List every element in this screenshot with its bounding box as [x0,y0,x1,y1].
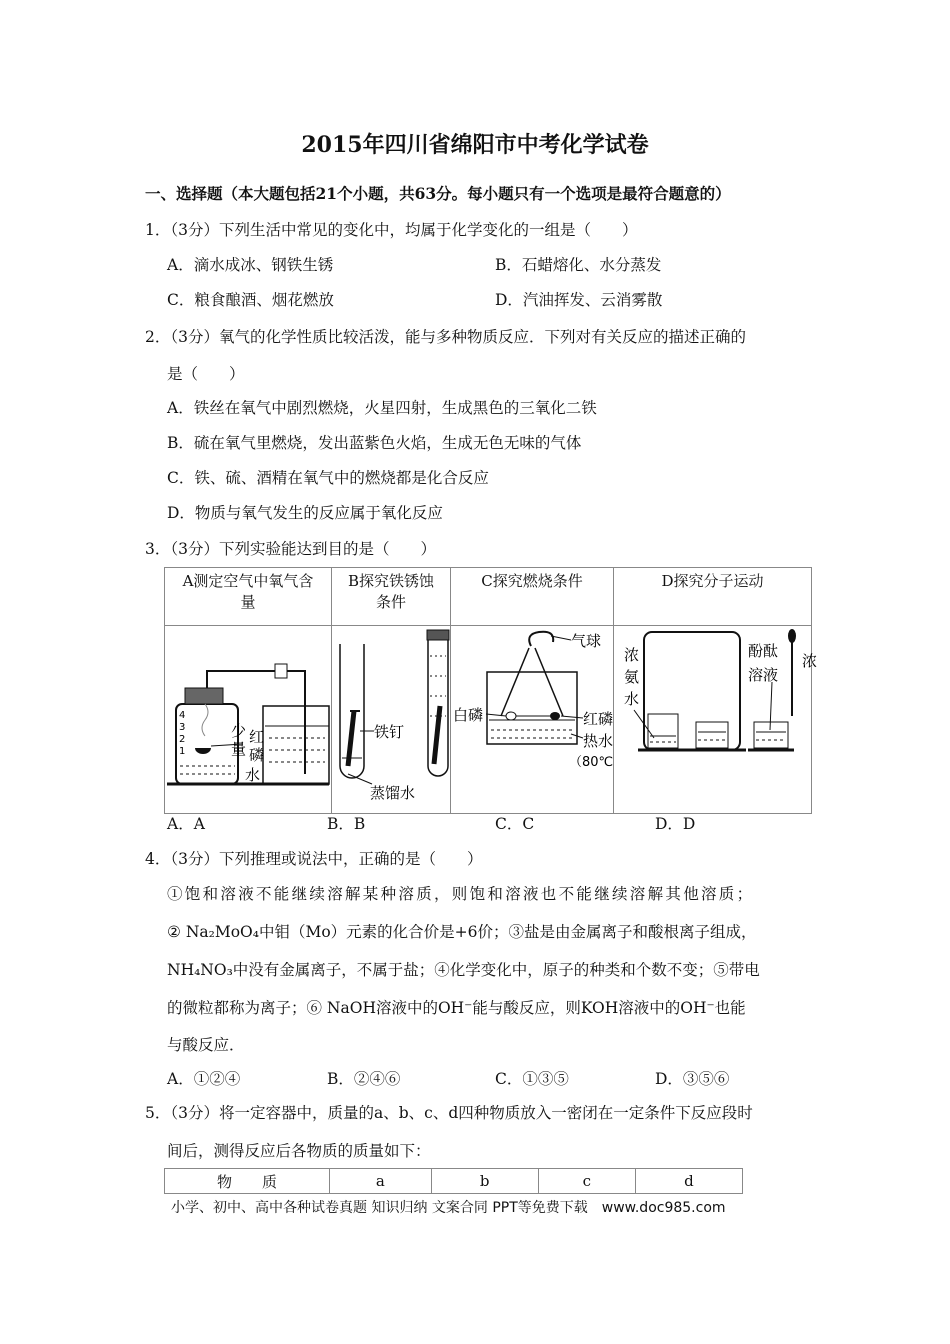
q4-line5: 与酸反应． [167,1036,245,1054]
svg-text:3: 3 [179,722,186,733]
q5-stem-line2: 间后，测得反应后各物质的质量如下： [167,1142,431,1160]
section-heading: 一、选择题（本大题包括21个小题，共63分。每小题只有一个选项是最符合题意的） [145,184,731,203]
label-conc-1: 浓 [624,646,640,664]
label-white-phosphorus: 白磷 [453,706,484,724]
exp-figure-b [332,626,451,814]
q4-stem: 4．（3分）下列推理或说法中，正确的是（ ） [145,850,483,868]
label-conc-2: 氨 [624,668,640,686]
label-phosphorus: 磷 [249,746,265,764]
q3-option-d: D．D [655,815,696,833]
q4-option-d: D．③⑤⑥ [655,1070,730,1088]
mass-header-substance: 物 质 [165,1169,330,1194]
q3-option-c: C．C [495,815,535,833]
q4-line2: ② Na₂MoO₄中钼（Mo）元素的化合价是+6价；③盐是由金属离子和酸根离子组成， [167,923,757,941]
q1-option-c: C．粮食酿酒、烟花燃放 [167,291,334,309]
q1-option-b: B．石蜡熔化、水分蒸发 [495,256,662,274]
svg-text:1: 1 [179,746,186,757]
exp-header-a: A测定空气中氧气含 量 [165,568,332,626]
exp-header-b: B探究铁锈蚀 条件 [332,568,451,626]
q1-option-d: D．汽油挥发、云消雾散 [495,291,663,309]
q2-option-c: C．铁、硫、酒精在氧气中的燃烧都是化合反应 [167,469,489,487]
mass-header-a: a [330,1169,432,1194]
q4-line1: ①饱和溶液不能继续溶解某种溶质，则饱和溶液也不能继续溶解其他溶质； [167,885,755,903]
label-conc-3: 水 [624,690,640,708]
q4-line4: 的微粒都称为离子；⑥ NaOH溶液中的OH⁻能与酸反应，则KOH溶液中的OH⁻也能 [167,999,746,1017]
q2-stem-line2: 是（ ） [167,365,245,383]
q1-stem: 1．（3分）下列生活中常见的变化中，均属于化学变化的一组是（ ） [145,221,638,239]
q2-option-a: A．铁丝在氧气中剧烈燃烧，火星四射，生成黑色的三氧化二铁 [167,399,597,417]
label-balloon: 气球 [571,632,602,650]
mass-header-b: b [431,1169,538,1194]
q2-option-b: B．硫在氧气里燃烧，发出蓝紫色火焰，生成无色无味的气体 [167,434,582,452]
label-nail: 铁钉 [374,723,405,741]
exp-figure-a [165,626,332,814]
label-phenolphthalein: 酚酞 [748,642,779,660]
q3-stem: 3．（3分）下列实验能达到目的是（ ） [145,540,436,558]
q3-option-a: A．A [167,815,205,833]
mass-table-header-row [165,1169,743,1194]
footer-banner: 小学、初中、高中各种试卷真题 知识归纳 文案合同 PPT等免费下载 www.doc985.com [171,1200,726,1216]
svg-text:4: 4 [179,710,186,721]
label-amount: 量 [231,740,247,758]
q4-option-a: A．①②④ [167,1070,241,1088]
q4-option-c: C．①③⑤ [495,1070,569,1088]
label-solution: 溶液 [748,666,779,684]
experiment-table [164,567,818,814]
label-water: 水 [245,766,261,784]
label-hot-water: 热水 [583,732,614,750]
q4-option-b: B．②④⑥ [327,1070,401,1088]
q2-option-d: D．物质与氧气发生的反应属于氧化反应 [167,504,443,522]
label-distilled-water: 蒸馏水 [370,784,416,802]
exp-figure-c [451,626,614,814]
mass-header-d: d [635,1169,742,1194]
q4-line3: NH₄NO₃中没有金属离子，不属于盐；④化学变化中，原子的种类和个数不变；⑤带电 [167,961,760,979]
q1-option-a: A．滴水成冰、钢铁生锈 [167,256,334,274]
page-title: 2015年四川省绵阳市中考化学试卷 [301,132,649,158]
label-cut-off: 浓 [802,652,818,670]
exp-header-c: C探究燃烧条件 [451,568,614,626]
exp-header-d: D探究分子运动 [614,568,812,626]
label-red-phosphorus: 红磷 [583,710,614,728]
label-temperature: （80℃ [569,755,614,770]
label-less: 少 [231,722,247,740]
mass-table [164,1168,743,1194]
q3-option-b: B．B [327,815,366,833]
q2-stem-line1: 2．（3分）氧气的化学性质比较活泼，能与多种物质反应．下列对有关反应的描述正确的 [145,328,746,346]
svg-text:2: 2 [179,734,186,745]
exp-figure-d [614,626,818,814]
q5-stem-line1: 5．（3分）将一定容器中，质量的a、b、c、d四种物质放入一密闭在一定条件下反应段时 [145,1104,753,1122]
mass-header-c: c [538,1169,635,1194]
label-red: 红 [249,728,265,746]
